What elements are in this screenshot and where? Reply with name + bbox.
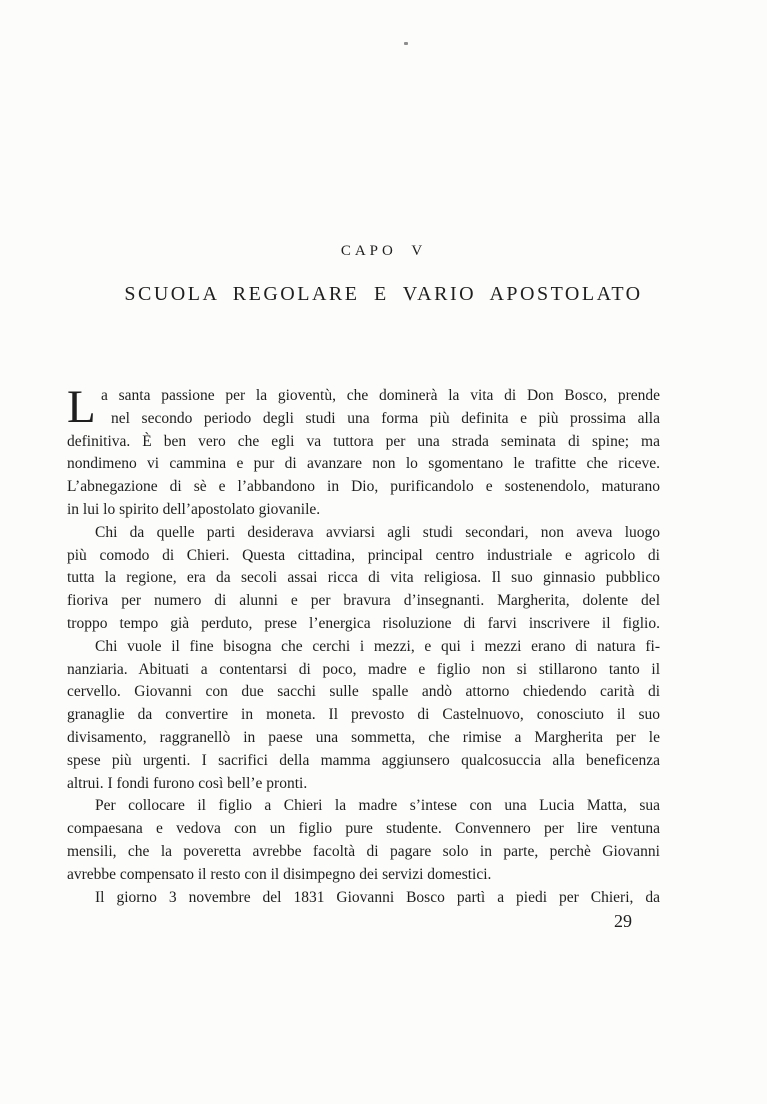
text-line: a santa passione per la gioventù, che dominerà la vita di Don Bosco, prende bbox=[101, 387, 660, 404]
text-line: fioriva per numero di alunni e per bravura d’insegnanti. Margherita, dolente del bbox=[67, 592, 660, 610]
text-line: troppo tempo già perduto, prese l’energica risoluzione di farvi inscrivere il figlio. bbox=[67, 614, 660, 632]
text-line: compaesana e vedova con un figlio pure studente. Convennero per lire ventuna bbox=[67, 820, 660, 838]
body-text-block bbox=[67, 381, 660, 909]
text-line: nanziaria. Abituati a contentarsi di poco, madre e figlio non si stillarono tanto il bbox=[67, 660, 660, 678]
text-line: più comodo di Chieri. Questa cittadina, principal centro industriale e agricolo di bbox=[67, 546, 660, 564]
page-number: 29 bbox=[614, 911, 632, 931]
text-line: granaglie da convertire in moneta. Il prevosto di Castelnuovo, conosciuto il suo bbox=[67, 706, 660, 724]
chapter-label: CAPO V bbox=[340, 243, 427, 259]
text-line: cervello. Giovanni con due sacchi sulle spalle andò attorno chiedendo carità di bbox=[67, 683, 660, 701]
text-line: nondimeno vi cammina e pur di avanzare non lo sgomentano le trafitte che riceve. bbox=[67, 455, 660, 473]
text-line: tutta la regione, era da secoli assai ricca di vita religiosa. Il suo ginnasio pubblico bbox=[67, 569, 660, 587]
text-line: mensili, che la poveretta avrebbe facoltà di pagare solo in parte, perchè Giovanni bbox=[67, 842, 660, 860]
text-line: Per collocare il figlio a Chieri la madre s’intese con una Lucia Matta, sua bbox=[95, 797, 660, 815]
text-line: in lui lo spirito dell’apostolato giovanile. bbox=[67, 500, 321, 518]
text-line: nel secondo periodo degli studi una forma più definita e più prossima alla bbox=[111, 409, 660, 427]
text-line: Chi vuole il fine bisogna che cerchi i mezzi, e qui i mezzi erano di natura fi- bbox=[95, 637, 660, 655]
text-line: spese più urgenti. I sacrifici della mamma aggiunsero qualcosuccia alla beneficenza bbox=[67, 751, 660, 769]
text-line: divisamento, raggranellò in paese una sommetta, che rimise a Margherita per le bbox=[67, 728, 660, 746]
ink-speck bbox=[404, 42, 408, 45]
text-line: L’abnegazione di sè e l’abbandono in Dio, purificandolo e sostenendolo, maturano bbox=[67, 478, 660, 496]
text-line: Il giorno 3 novembre del 1831 Giovanni Bosco partì a piedi per Chieri, da bbox=[95, 888, 660, 906]
text-line: altrui. I fondi furono così bell’e pronti. bbox=[67, 774, 308, 792]
text-line: avrebbe compensato il resto con il disimpegno dei servizi domestici. bbox=[67, 865, 492, 883]
drop-cap: L bbox=[67, 381, 96, 433]
text-line: Chi da quelle parti desiderava avviarsi agli studi secondari, non aveva luogo bbox=[95, 523, 660, 541]
text-line: definitiva. È ben vero che egli va tuttora per una strada seminata di spine; ma bbox=[67, 432, 660, 450]
chapter-title: SCUOLA REGOLARE E VARIO APOSTOLATO bbox=[124, 283, 643, 305]
